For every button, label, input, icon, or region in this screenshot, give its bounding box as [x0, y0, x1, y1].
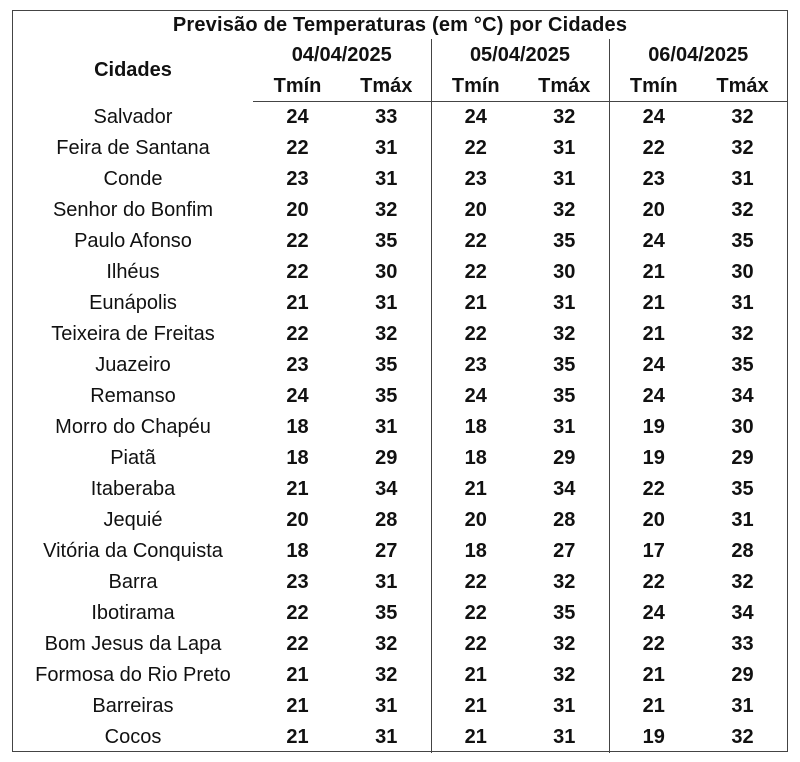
tmax-value: 35	[553, 384, 576, 407]
table-row	[13, 443, 787, 474]
tmax-value: 31	[731, 694, 754, 717]
table-row	[13, 474, 787, 505]
table-body	[13, 102, 787, 753]
tmax-value: 32	[731, 105, 754, 128]
tmax-value: 32	[375, 663, 398, 686]
tmax-value: 31	[553, 415, 576, 438]
city-name: Jequié	[103, 508, 163, 531]
tmin-value: 21	[431, 660, 520, 691]
tmin-value: 21	[609, 691, 698, 722]
table-row	[13, 257, 787, 288]
tmax-value: 32	[731, 198, 754, 221]
tmin-value: 19	[609, 443, 698, 474]
tmin-value: 21	[609, 660, 698, 691]
tmin-value: 22	[286, 229, 309, 252]
city-name: Conde	[103, 167, 163, 190]
tmin-value: 20	[431, 195, 520, 226]
tmax-value: 31	[553, 725, 576, 748]
tmax-value: 32	[375, 632, 398, 655]
tmin-value: 22	[609, 474, 698, 505]
tmin-value: 19	[609, 412, 698, 443]
table-row	[13, 381, 787, 412]
tmax-value: 32	[375, 322, 398, 345]
tmin-value: 22	[431, 629, 520, 660]
tmin-value: 24	[286, 384, 309, 407]
city-name: Cocos	[104, 725, 162, 748]
tmax-value: 31	[731, 508, 754, 531]
tmax-value: 29	[375, 446, 398, 469]
tmax-value: 29	[731, 663, 754, 686]
date-header-2: 05/04/2025	[431, 39, 609, 71]
tmax-value: 32	[375, 198, 398, 221]
tmin-value: 22	[431, 133, 520, 164]
tmin-value: 21	[609, 288, 698, 319]
tmax-value: 31	[375, 570, 398, 593]
tmax-value: 35	[553, 229, 576, 252]
tmin-value: 21	[286, 663, 309, 686]
tmax-value: 35	[375, 353, 398, 376]
tmax-value: 31	[375, 725, 398, 748]
tmax-value: 30	[731, 260, 754, 283]
city-name: Eunápolis	[89, 291, 177, 314]
city-name: Remanso	[90, 384, 176, 407]
date-header-1: 04/04/2025	[291, 43, 392, 66]
forecast-table	[13, 11, 787, 753]
tmin-value: 18	[431, 443, 520, 474]
tmin-value: 22	[431, 257, 520, 288]
tmin-value: 21	[431, 288, 520, 319]
tmin-value: 18	[431, 536, 520, 567]
tmin-value: 21	[286, 477, 309, 500]
table-row	[13, 412, 787, 443]
tmin-value: 21	[431, 474, 520, 505]
tmax-value: 31	[731, 291, 754, 314]
tmin-value: 17	[609, 536, 698, 567]
tmax-value: 32	[553, 198, 576, 221]
city-name: Barra	[108, 570, 158, 593]
tmin-value: 22	[609, 567, 698, 598]
city-name: Formosa do Rio Preto	[35, 663, 231, 686]
tmax-value: 32	[553, 322, 576, 345]
tmax-value: 29	[553, 446, 576, 469]
tmax-value: 31	[375, 694, 398, 717]
tmax-value: 34	[731, 384, 754, 407]
table-row	[13, 629, 787, 660]
tmax-value: 35	[375, 601, 398, 624]
table-row	[13, 567, 787, 598]
tmin-value: 24	[431, 102, 520, 133]
table-row	[13, 319, 787, 350]
tmax-value: 30	[553, 260, 576, 283]
tmax-value: 30	[731, 415, 754, 438]
tmin-value: 24	[609, 350, 698, 381]
tmax-value: 32	[731, 725, 754, 748]
tmin-value: 22	[286, 136, 309, 159]
tmin-value: 23	[431, 350, 520, 381]
forecast-table-frame	[12, 10, 788, 752]
tmax-value: 34	[731, 601, 754, 624]
tmin-value: 21	[609, 319, 698, 350]
table-row	[13, 102, 787, 133]
tmax-value: 31	[375, 136, 398, 159]
tmax-value: 32	[731, 322, 754, 345]
tmax-value: 28	[375, 508, 398, 531]
tmin-value: 23	[609, 164, 698, 195]
tmin-value: 18	[431, 412, 520, 443]
tmax-value: 31	[553, 291, 576, 314]
tmax-value: 35	[375, 229, 398, 252]
table-row	[13, 350, 787, 381]
tmax-value: 30	[375, 260, 398, 283]
tmax-value: 32	[731, 570, 754, 593]
tmin-value: 23	[286, 353, 309, 376]
tmax-value: 31	[553, 167, 576, 190]
tmax-value: 35	[731, 353, 754, 376]
tmin-value: 19	[609, 722, 698, 753]
tmin-value: 22	[431, 226, 520, 257]
tmax-value: 33	[375, 105, 398, 128]
tmin-value: 22	[609, 629, 698, 660]
tmax-value: 31	[731, 167, 754, 190]
subheader-tmin-1: Tmín	[253, 71, 342, 102]
tmin-value: 23	[431, 164, 520, 195]
table-row	[13, 226, 787, 257]
city-name: Juazeiro	[95, 353, 171, 376]
column-header-cities: Cidades	[94, 58, 172, 81]
tmin-value: 22	[431, 567, 520, 598]
table-row	[13, 133, 787, 164]
tmax-value: 27	[553, 539, 576, 562]
tmax-value: 35	[731, 477, 754, 500]
tmax-value: 29	[731, 446, 754, 469]
tmax-value: 31	[375, 291, 398, 314]
city-name: Vitória da Conquista	[43, 539, 223, 562]
tmin-value: 20	[286, 508, 309, 531]
table-row	[13, 598, 787, 629]
subheader-tmax-2: Tmáx	[520, 71, 609, 102]
tmin-value: 23	[286, 167, 309, 190]
tmax-value: 35	[553, 353, 576, 376]
tmin-value: 20	[609, 505, 698, 536]
tmin-value: 22	[286, 322, 309, 345]
tmin-value: 18	[286, 539, 309, 562]
table-title: Previsão de Temperaturas (em °C) por Cidades	[172, 13, 628, 36]
tmin-value: 18	[286, 446, 309, 469]
tmax-value: 32	[553, 632, 576, 655]
tmin-value: 24	[609, 598, 698, 629]
tmin-value: 24	[431, 381, 520, 412]
tmax-value: 32	[553, 663, 576, 686]
city-name: Ibotirama	[91, 601, 175, 624]
tmin-value: 22	[609, 133, 698, 164]
city-name: Ilhéus	[106, 260, 160, 283]
tmax-value: 32	[731, 136, 754, 159]
city-name: Feira de Santana	[56, 136, 210, 159]
tmin-value: 21	[286, 694, 309, 717]
tmin-value: 20	[431, 505, 520, 536]
tmax-value: 28	[553, 508, 576, 531]
date-header-3: 06/04/2025	[609, 39, 787, 71]
tmax-value: 32	[553, 570, 576, 593]
tmin-value: 21	[286, 725, 309, 748]
city-name: Teixeira de Freitas	[51, 322, 215, 345]
tmin-value: 20	[609, 195, 698, 226]
subheader-tmin-2: Tmín	[431, 71, 520, 102]
table-row	[13, 722, 787, 753]
city-name: Salvador	[93, 105, 173, 128]
tmin-value: 22	[286, 601, 309, 624]
table-row	[13, 536, 787, 567]
tmax-value: 31	[375, 167, 398, 190]
table-row	[13, 164, 787, 195]
tmax-value: 28	[731, 539, 754, 562]
tmax-value: 31	[553, 694, 576, 717]
tmin-value: 22	[286, 260, 309, 283]
tmax-value: 35	[553, 601, 576, 624]
tmin-value: 24	[609, 102, 698, 133]
tmin-value: 21	[431, 722, 520, 753]
tmin-value: 23	[286, 570, 309, 593]
tmin-value: 24	[609, 381, 698, 412]
tmax-value: 35	[375, 384, 398, 407]
tmin-value: 18	[286, 415, 309, 438]
city-name: Barreiras	[92, 694, 174, 717]
tmax-value: 35	[731, 229, 754, 252]
tmax-value: 27	[375, 539, 398, 562]
table-row	[13, 505, 787, 536]
tmin-value: 22	[431, 319, 520, 350]
table-row	[13, 691, 787, 722]
tmin-value: 21	[609, 257, 698, 288]
tmin-value: 24	[609, 226, 698, 257]
city-name: Itaberaba	[90, 477, 176, 500]
subheader-tmax-3: Tmáx	[698, 71, 787, 102]
tmin-value: 22	[431, 598, 520, 629]
tmax-value: 31	[375, 415, 398, 438]
tmin-value: 21	[431, 691, 520, 722]
tmin-value: 24	[286, 105, 309, 128]
city-name: Paulo Afonso	[74, 229, 192, 252]
city-name: Piatã	[110, 446, 156, 469]
table-row	[13, 288, 787, 319]
tmin-value: 20	[286, 198, 309, 221]
tmin-value: 21	[286, 291, 309, 314]
subheader-tmin-3: Tmín	[609, 71, 698, 102]
table-row	[13, 195, 787, 226]
city-name: Senhor do Bonfim	[52, 198, 214, 221]
tmin-value: 22	[286, 632, 309, 655]
tmax-value: 33	[731, 632, 754, 655]
tmax-value: 34	[375, 477, 398, 500]
tmax-value: 31	[553, 136, 576, 159]
table-row	[13, 660, 787, 691]
subheader-tmax-1: Tmáx	[342, 71, 431, 102]
city-name: Morro do Chapéu	[55, 415, 211, 438]
tmax-value: 32	[553, 105, 576, 128]
city-name: Bom Jesus da Lapa	[44, 632, 222, 655]
tmax-value: 34	[553, 477, 576, 500]
